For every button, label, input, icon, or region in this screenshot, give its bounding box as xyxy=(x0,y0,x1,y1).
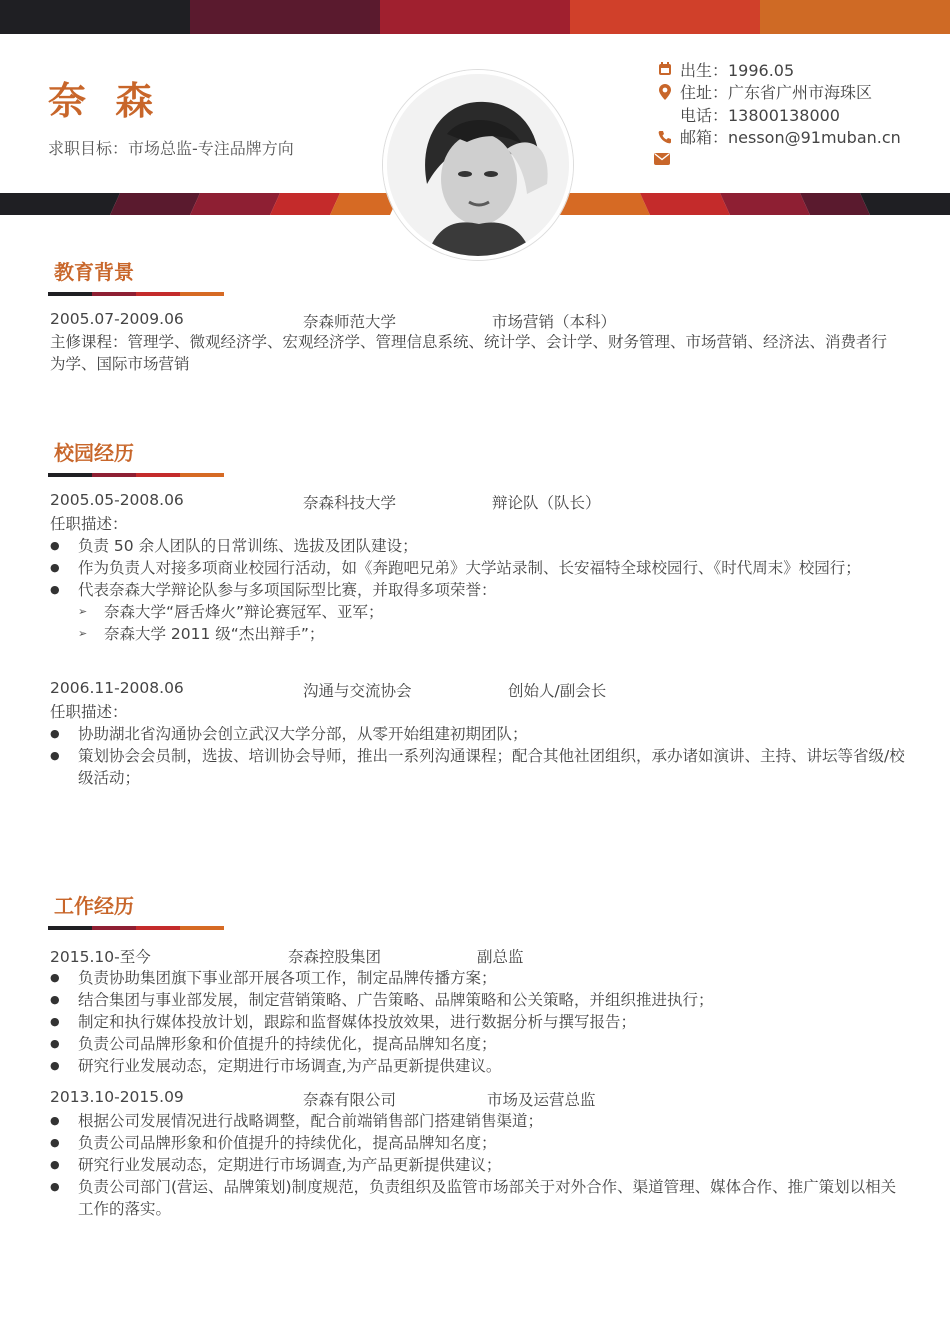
section-rule xyxy=(48,926,224,930)
list-item: ● 负责公司品牌形象和价值提升的持续优化，提高品牌知名度； xyxy=(50,1132,905,1154)
contact-info xyxy=(654,58,914,148)
job-objective: 求职目标：市场总监-专注品牌方向 xyxy=(48,139,294,158)
calendar-icon xyxy=(654,61,676,77)
education-period: 2005.07-2009.06 xyxy=(50,310,184,328)
list-item: ● 代表奈森大学辩论队参与多项国际型比赛，并取得多项荣誉： xyxy=(50,579,905,601)
work-bullets xyxy=(50,967,905,1077)
address-row xyxy=(654,81,914,104)
list-item: ● 协助湖北省沟通协会创立武汉大学分部，从零开始组建初期团队； xyxy=(50,723,905,745)
list-item: ● 制定和执行媒体投放计划，跟踪和监督媒体投放效果，进行数据分析与撰写报告； xyxy=(50,1011,905,1033)
education-school: 奈森师范大学 xyxy=(303,313,397,331)
top-color-band xyxy=(0,0,950,34)
section-title-campus: 校园经历 xyxy=(54,441,134,465)
section-rule xyxy=(48,473,224,477)
phone-handset-icon xyxy=(654,129,676,145)
phone-row xyxy=(654,103,914,126)
list-item: ● 策划协会会员制，选拔、培训协会导师，推出一系列沟通课程；配合其他社团组织，承办诸如演讲、主持、讲坛等省级/校级活动； xyxy=(50,745,905,789)
campus-desc-label: 任职描述： xyxy=(50,703,128,721)
list-item: ● 负责协助集团旗下事业部开展各项工作，制定品牌传播方案； xyxy=(50,967,905,989)
mail-icon-row xyxy=(654,150,670,169)
education-courses: 主修课程：管理学、微观经济学、宏观经济学、管理信息系统、统计学、会计学、财务管理、市场营销、经济法、消费者行为学、国际市场营销 xyxy=(50,333,888,373)
profile-photo xyxy=(383,70,573,260)
work-role: 副总监 xyxy=(477,948,524,966)
email-text[interactable]: 邮箱：nesson@91muban.cn xyxy=(680,128,901,148)
phone-text: 电话：13800138000 xyxy=(680,105,840,125)
section-title-education: 教育背景 xyxy=(54,260,134,284)
list-item: ● 研究行业发展动态，定期进行市场调查,为产品更新提供建议； xyxy=(50,1154,905,1176)
portrait-silhouette-icon xyxy=(387,74,569,256)
list-item: ● 根据公司发展情况进行战略调整，配合前端销售部门搭建销售渠道； xyxy=(50,1110,905,1132)
campus-desc-label: 任职描述： xyxy=(50,515,128,533)
sub-list-item: ➢ 奈森大学“唇舌烽火”辩论赛冠军、亚军； xyxy=(50,601,905,623)
sub-list-item: ➢ 奈森大学 2011 级“杰出辩手”； xyxy=(50,623,905,645)
section-title-work: 工作经历 xyxy=(54,894,134,918)
campus-role: 辩论队（队长） xyxy=(492,494,601,512)
work-role: 市场及运营总监 xyxy=(487,1091,596,1109)
campus-bullets xyxy=(50,723,905,789)
campus-org: 奈森科技大学 xyxy=(303,494,397,512)
birth-text: 出生：1996.05 xyxy=(680,60,795,80)
list-item: ● 研究行业发展动态，定期进行市场调查,为产品更新提供建议。 xyxy=(50,1055,905,1077)
campus-role: 创始人/副会长 xyxy=(508,682,607,700)
list-item: ● 作为负责人对接多项商业校园行活动，如《奔跑吧兄弟》大学站录制、长安福特全球校园行、《时代周末》校园行； xyxy=(50,557,905,579)
work-company: 奈森控股集团 xyxy=(288,948,382,966)
list-item: ● 负责公司部门(营运、品牌策划)制度规范，负责组织及监管市场部关于对外合作、渠道管理、媒体合作、推广策划以相关工作的落实。 xyxy=(50,1176,905,1220)
mail-icon xyxy=(654,150,670,169)
campus-period: 2005.05-2008.06 xyxy=(50,491,184,509)
phone-icon xyxy=(654,106,676,122)
list-item: ● 负责公司品牌形象和价值提升的持续优化，提高品牌知名度； xyxy=(50,1033,905,1055)
location-pin-icon xyxy=(654,84,676,100)
work-period: 2015.10-至今 xyxy=(50,948,151,966)
candidate-name: 奈 森 xyxy=(48,79,162,123)
email-row xyxy=(654,126,914,149)
work-company: 奈森有限公司 xyxy=(303,1091,397,1109)
list-item: ● 负责 50 余人团队的日常训练、选拔及团队建设； xyxy=(50,535,905,557)
campus-org: 沟通与交流协会 xyxy=(303,682,412,700)
education-major: 市场营销（本科） xyxy=(492,313,617,331)
work-period: 2013.10-2015.09 xyxy=(50,1088,184,1106)
work-bullets xyxy=(50,1110,905,1220)
campus-bullets xyxy=(50,535,905,645)
birth-row xyxy=(654,58,914,81)
campus-period: 2006.11-2008.06 xyxy=(50,679,184,697)
list-item: ● 结合集团与事业部发展，制定营销策略、广告策略、品牌策略和公关策略，并组织推进执行； xyxy=(50,989,905,1011)
section-rule xyxy=(48,292,224,296)
address-text: 住址：广东省广州市海珠区 xyxy=(680,83,873,103)
